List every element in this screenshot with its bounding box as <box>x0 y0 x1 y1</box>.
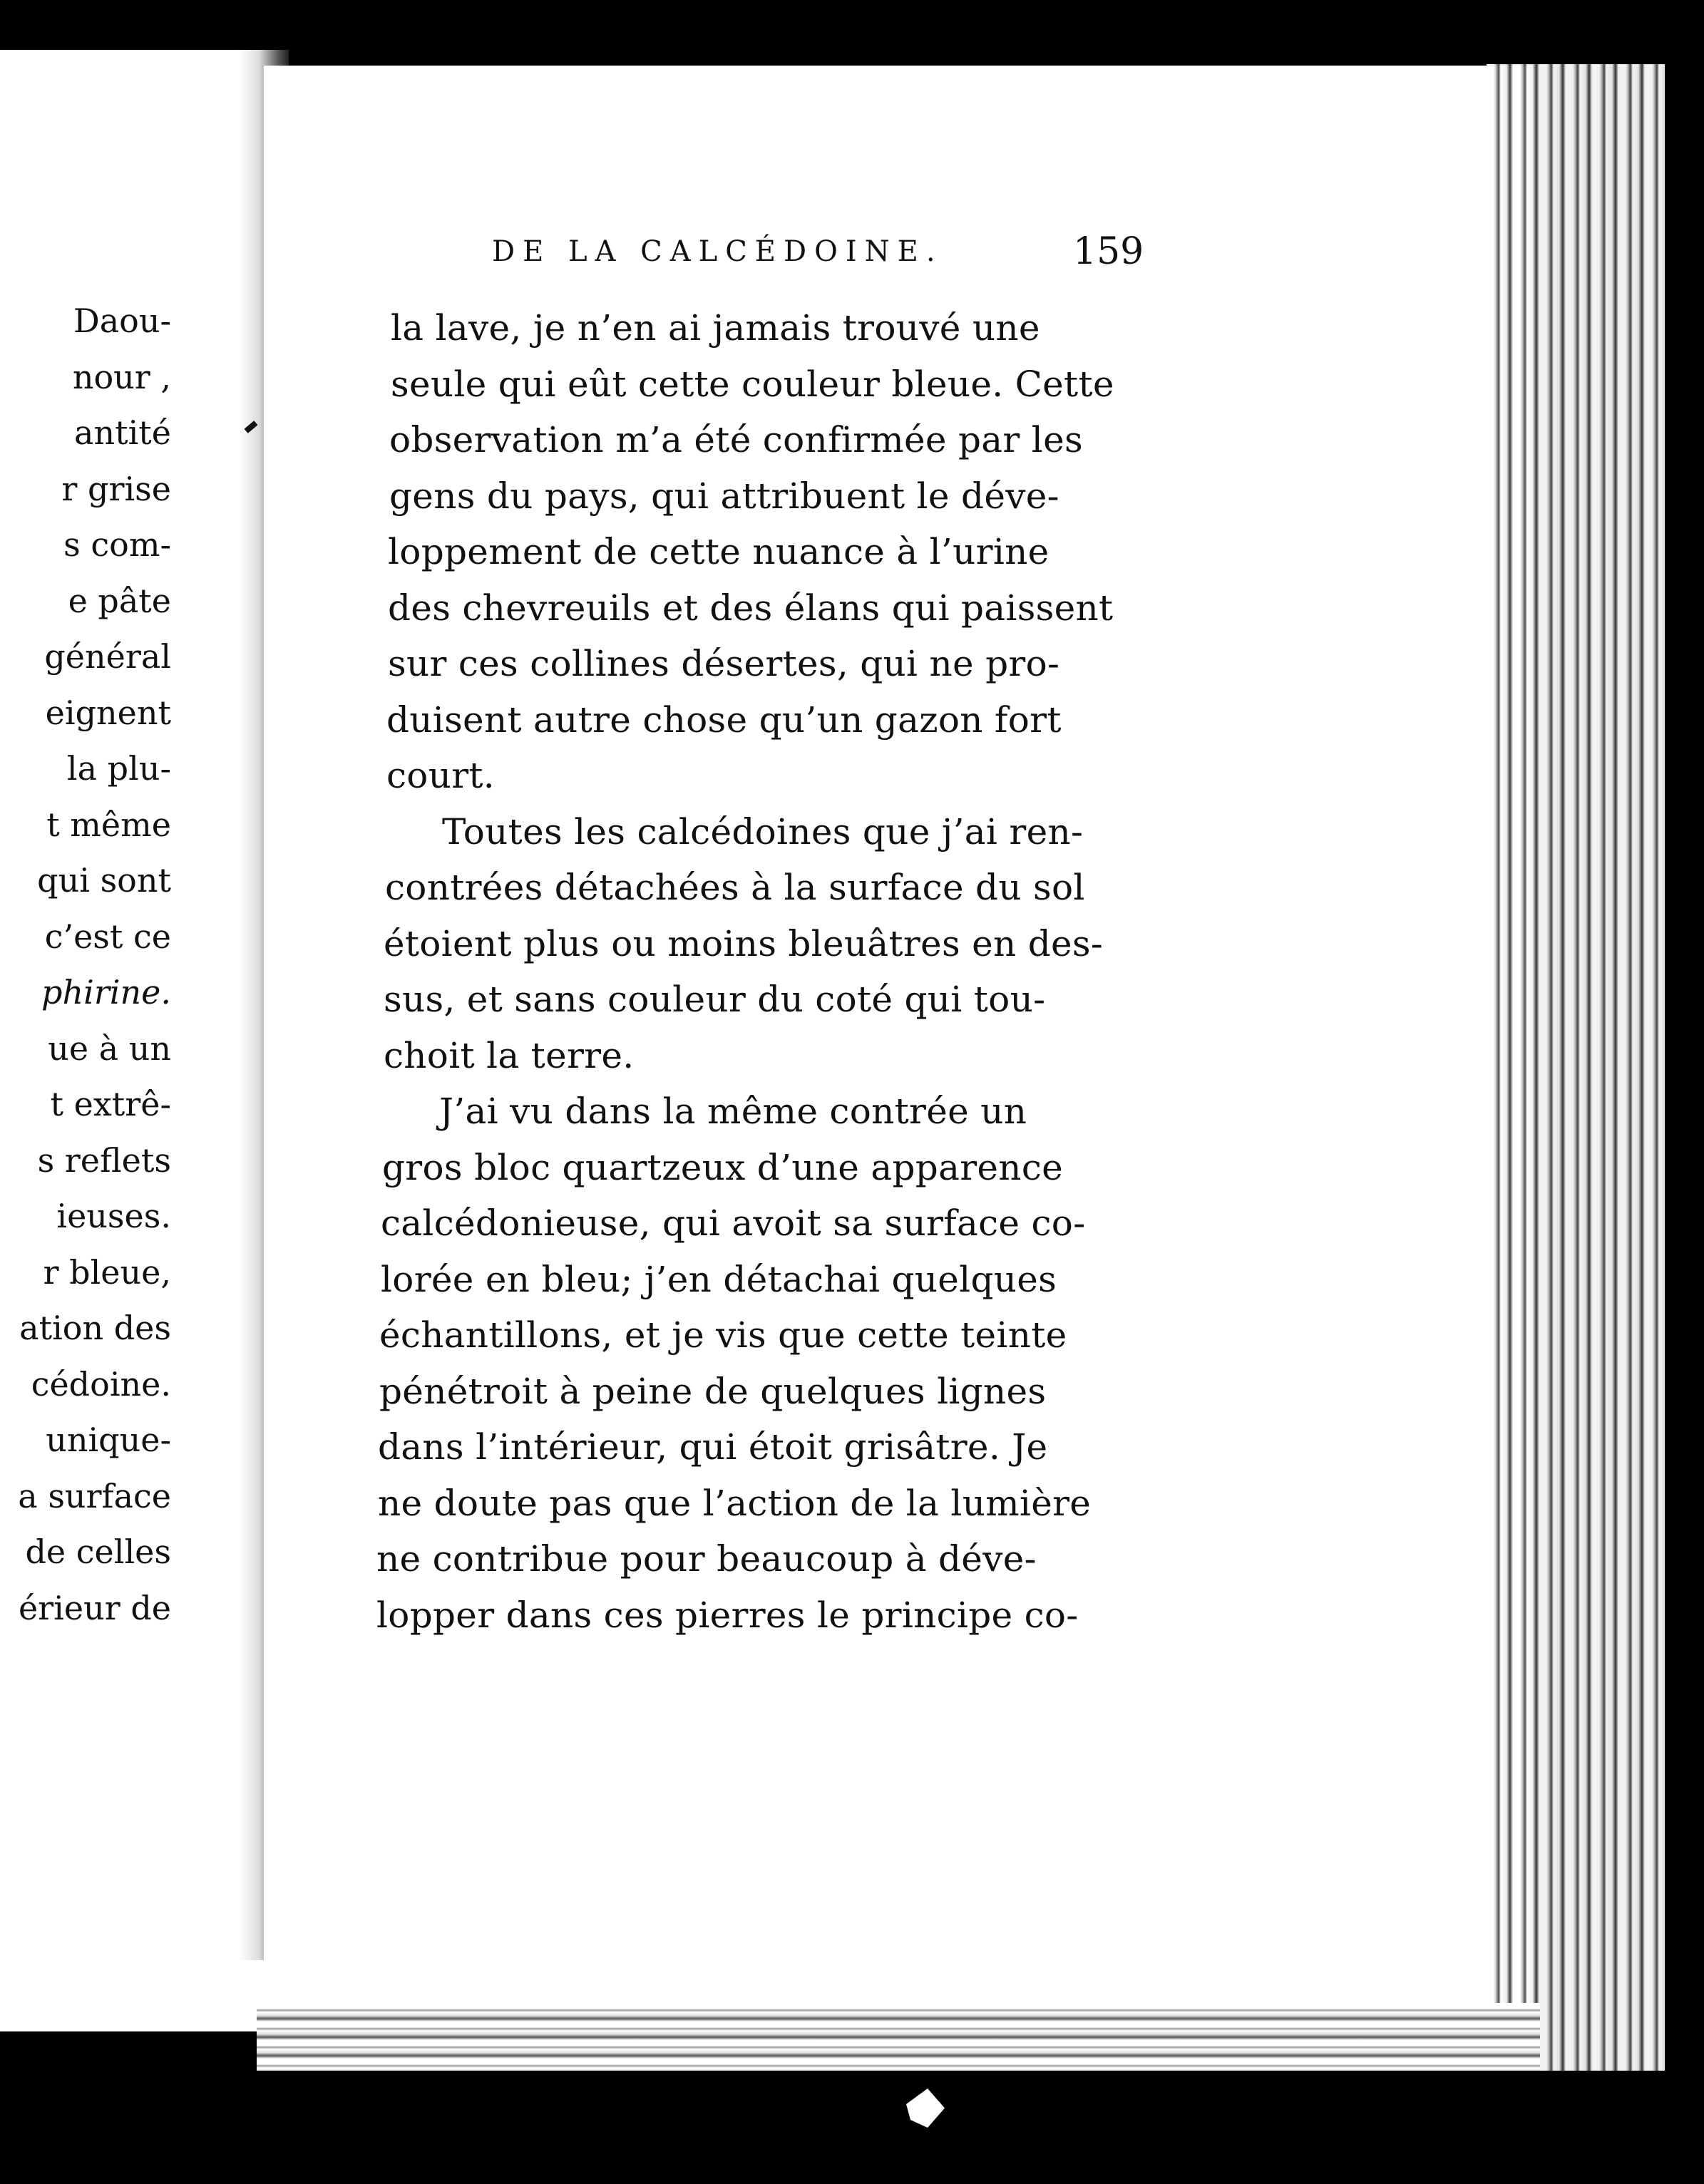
left-text-line: a surface <box>18 1476 171 1515</box>
text-line: sur ces collines désertes, qui ne pro- <box>388 643 1060 684</box>
text-line: sus, et sans couleur du coté qui tou- <box>384 979 1046 1020</box>
left-text-line: cédoine. <box>31 1364 171 1403</box>
text-line: pénétroit à peine de quelques lignes <box>379 1370 1047 1412</box>
text-line: Toutes les calcédoines que j’ai ren- <box>442 810 1084 853</box>
text-line: lopper dans ces pierres le principe co- <box>376 1594 1079 1636</box>
text-line: calcédonieuse, qui avoit sa surface co- <box>381 1202 1086 1244</box>
bottom-page-edges <box>257 2003 1540 2071</box>
text-line: ne doute pas que l’action de la lumière <box>378 1482 1092 1524</box>
left-text-line: s com- <box>63 525 171 564</box>
left-text-line: c’est ce <box>44 917 171 956</box>
text-line: J’ai vu dans la même contrée un <box>439 1091 1027 1132</box>
text-line: ne contribue pour beaucoup à déve- <box>376 1538 1037 1580</box>
left-text-line: r grise <box>61 469 171 508</box>
left-text-line: érieur de <box>18 1588 171 1627</box>
left-text-line: ieuses. <box>56 1197 171 1235</box>
left-text-line: t extrê- <box>50 1085 171 1123</box>
text-line: dans l’intérieur, qui étoit grisâtre. Je <box>378 1426 1048 1468</box>
left-text-line: antité <box>74 413 171 452</box>
text-line: étoient plus ou moins bleuâtres en des- <box>384 922 1104 964</box>
left-text-line: e pâte <box>68 581 171 620</box>
left-text-line: r bleue, <box>43 1252 171 1292</box>
running-head: DE LA CALCÉDOINE. <box>492 235 943 268</box>
page-number: 159 <box>1073 230 1144 273</box>
text-line: seule qui eût cette couleur bleue. Cette <box>391 363 1114 405</box>
text-line: choit la terre. <box>384 1034 635 1076</box>
text-line: loppement de cette nuance à l’urine <box>388 531 1049 572</box>
left-text-line: phirine. <box>41 973 171 1011</box>
left-text-line: de celles <box>25 1533 171 1571</box>
text-line: gens du pays, qui attribuent le déve- <box>389 475 1059 517</box>
left-text-line: eignent <box>45 693 171 732</box>
left-text-line: la plu- <box>66 749 171 788</box>
left-text-line: ation des <box>19 1309 171 1347</box>
text-line: observation m’a été confirmée par les <box>389 419 1083 460</box>
text-line: lorée en bleu; j’en détachai quelques <box>381 1258 1057 1300</box>
text-line: échantillons, et je vis que cette teinte <box>379 1314 1067 1356</box>
text-line: duisent autre chose qu’un gazon fort <box>386 699 1062 741</box>
left-text-line: s reflets <box>37 1140 171 1180</box>
left-text-line: unique- <box>46 1421 171 1459</box>
left-text-line: général <box>44 637 171 676</box>
text-line: des chevreuils et des élans qui paissent <box>388 587 1114 629</box>
scan-background <box>0 2071 1704 2184</box>
text-line: contrées détachées à la surface du sol <box>385 867 1085 908</box>
left-text-line: Daou- <box>73 302 171 340</box>
text-line: la lave, je n’en ai jamais trouvé une <box>391 307 1040 349</box>
left-text-line: t même <box>46 805 171 844</box>
page-edge-stack <box>1487 64 1665 2074</box>
left-text-line: ue à un <box>48 1029 171 1068</box>
text-line: gros bloc quartzeux d’une apparence <box>382 1146 1064 1188</box>
left-text-line: nour , <box>72 357 171 396</box>
left-text-line: qui sont <box>37 861 171 900</box>
text-line: court. <box>386 755 495 796</box>
